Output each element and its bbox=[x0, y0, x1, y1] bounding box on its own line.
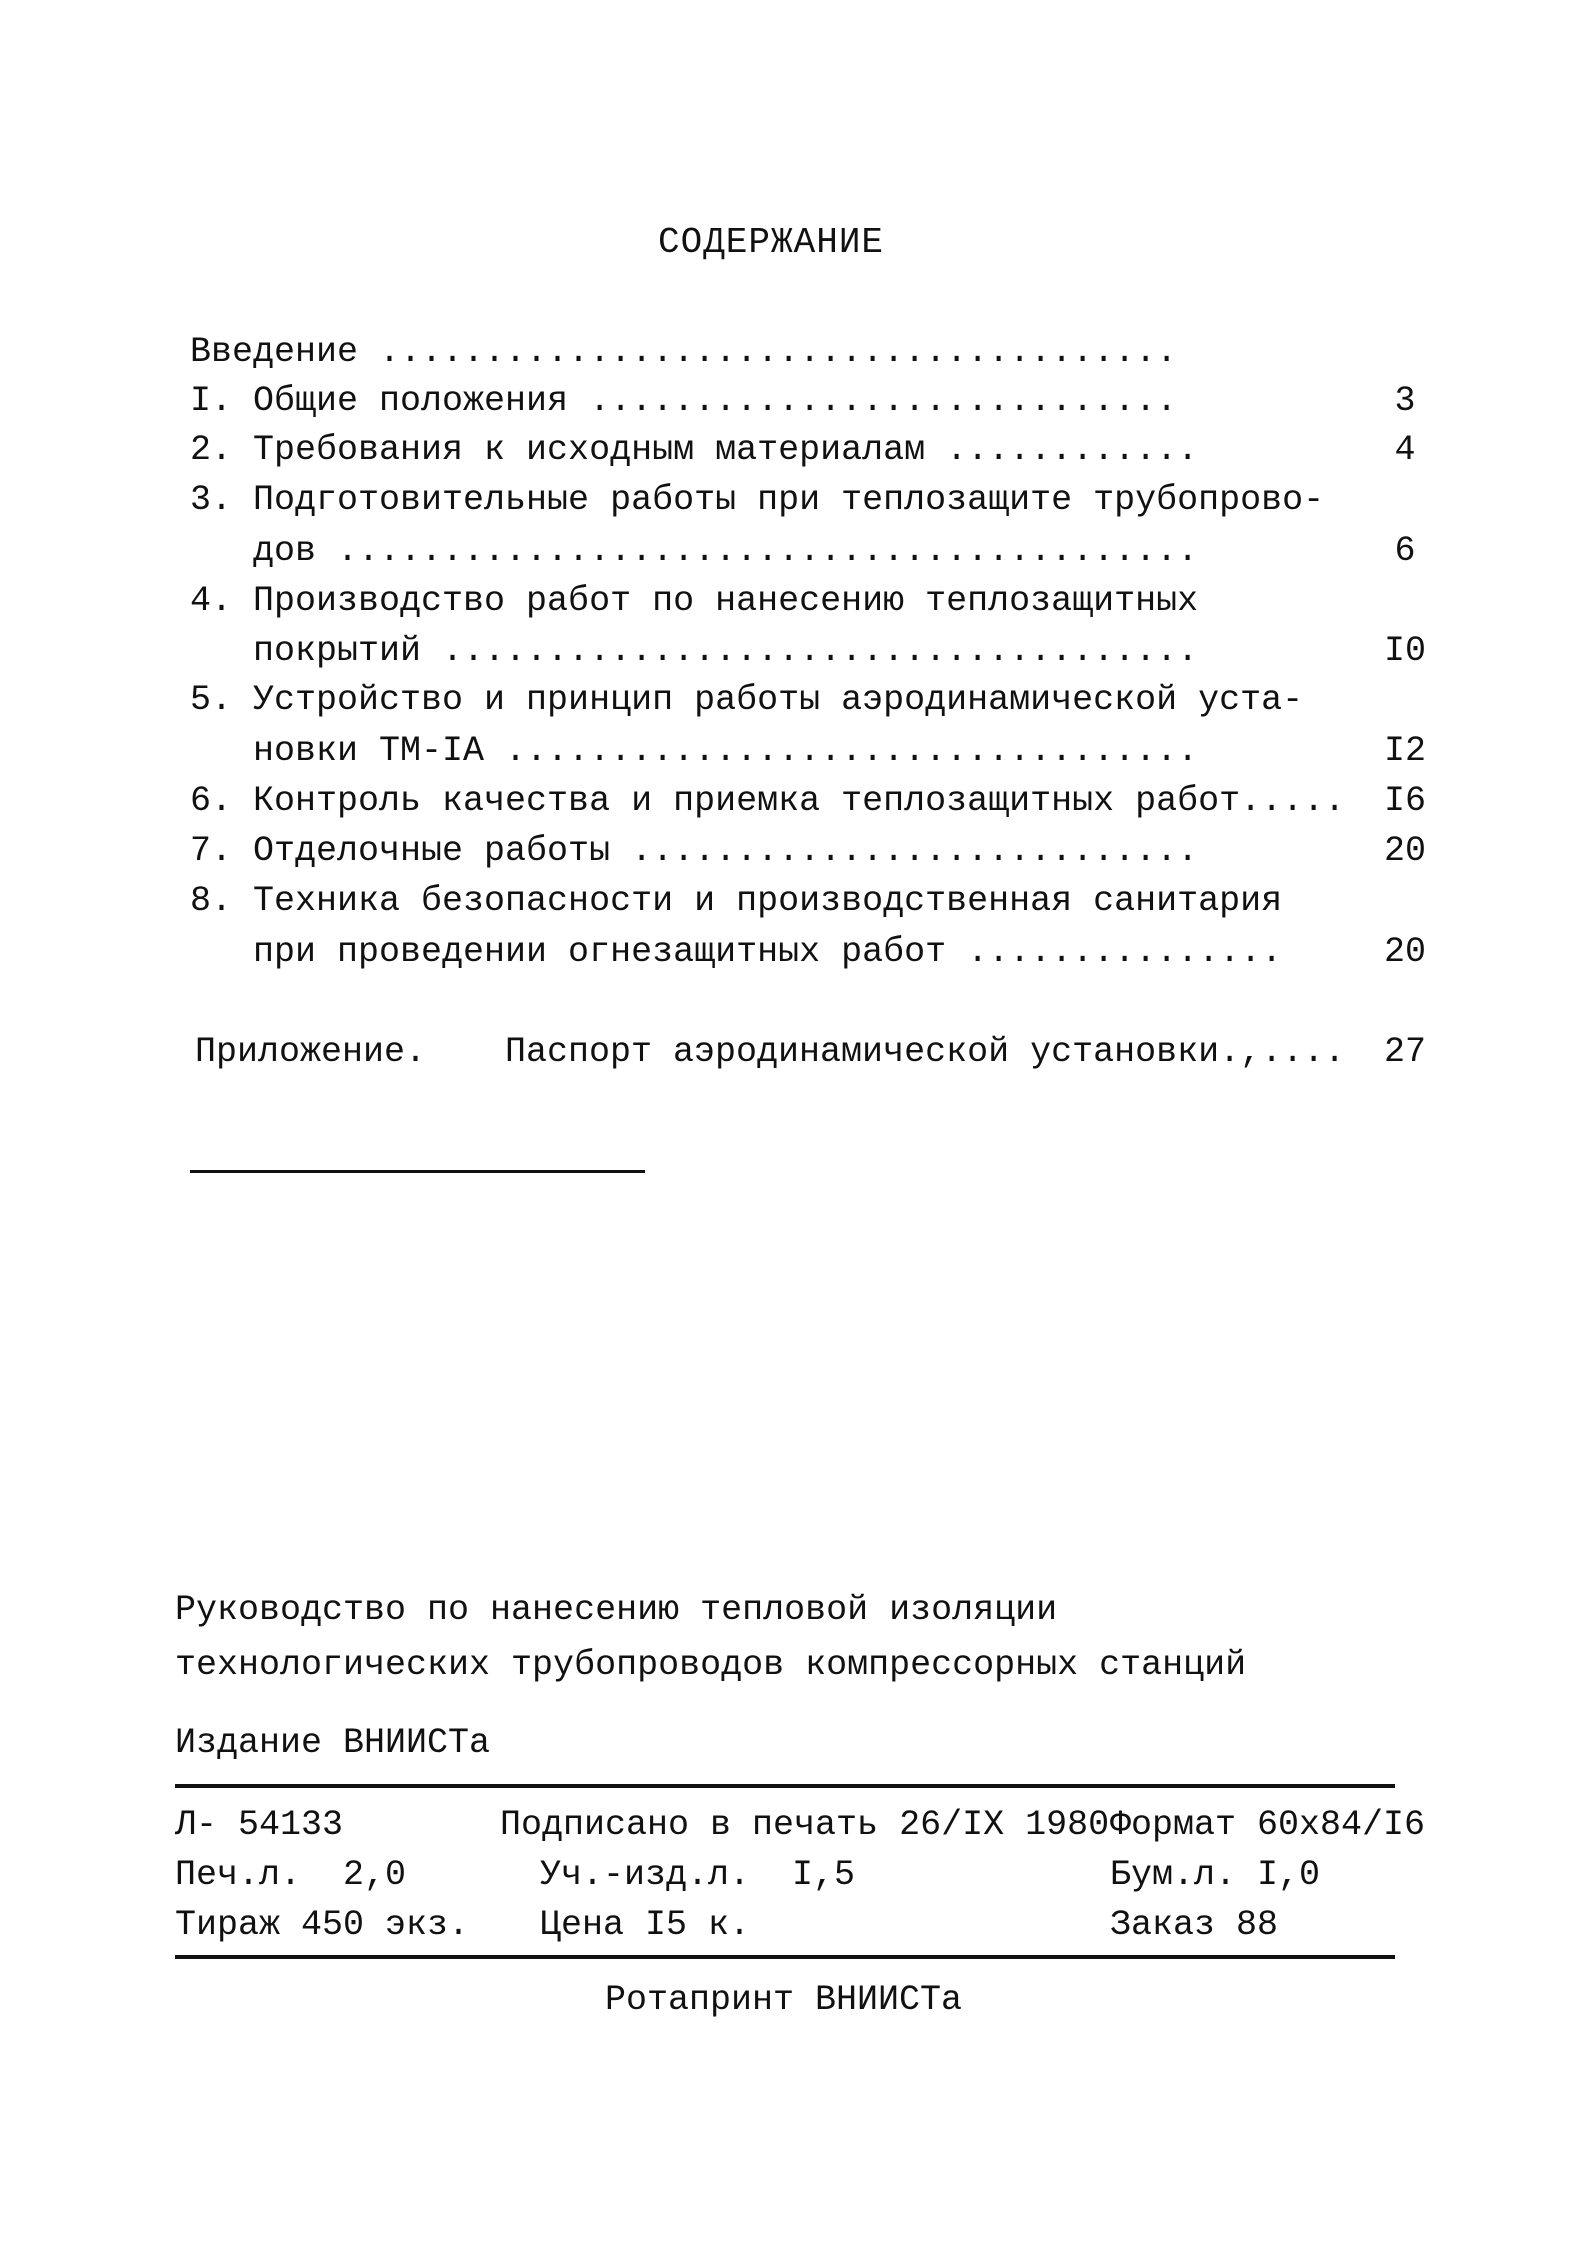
toc-entry-2: 2. Требования к исходным материалам ............ bbox=[190, 430, 1199, 470]
imprint-top-rule bbox=[175, 1784, 1395, 1788]
appendix-label: Приложение. bbox=[195, 1032, 427, 1072]
toc-entry-4: 4. Производство работ по нанесению теплозащитных bbox=[190, 581, 1199, 621]
appendix-page: 27 bbox=[1383, 1032, 1426, 1072]
publisher-line: Издание ВНИИСТа bbox=[175, 1723, 491, 1763]
toc-entry-3-cont: дов ......................................... bbox=[190, 531, 1199, 571]
separator-short bbox=[190, 1170, 645, 1173]
printer-line: Ротапринт ВНИИСТа bbox=[605, 1980, 963, 2020]
toc-entry-introduction: Введение ...................................... bbox=[190, 332, 1178, 372]
imprint-bottom-rule bbox=[175, 1955, 1395, 1959]
toc-page-6: I6 bbox=[1383, 781, 1426, 821]
toc-page-3: 6 bbox=[1394, 531, 1416, 571]
toc-entry-6: 6. Контроль качества и приемка теплозащитных работ..... bbox=[190, 781, 1346, 821]
toc-entry-8: 8. Техника безопасности и производственная санитария bbox=[190, 881, 1283, 921]
toc-page-4: I0 bbox=[1383, 631, 1426, 671]
imprint-signed: Подписано в печать 26/IX 1980 bbox=[500, 1805, 1110, 1845]
imprint-print-sheets: Печ.л. 2,0 bbox=[175, 1855, 407, 1895]
toc-entry-3: 3. Подготовительные работы при теплозащите трубопрово- bbox=[190, 480, 1325, 520]
toc-entry-5-cont: новки ТМ-IA ................................. bbox=[190, 731, 1199, 771]
toc-page-2: 4 bbox=[1394, 430, 1416, 470]
toc-entry-7: 7. Отделочные работы ........................... bbox=[190, 831, 1199, 871]
toc-entry-8-cont: при проведении огнезащитных работ ............... bbox=[190, 932, 1283, 972]
imprint-edit-sheets: Уч.-изд.л. I,5 bbox=[540, 1855, 856, 1895]
toc-page-1: 3 bbox=[1394, 381, 1416, 421]
imprint-price: Цена I5 к. bbox=[540, 1905, 751, 1945]
imprint-number: Л- 54133 bbox=[175, 1805, 344, 1845]
toc-entry-5: 5. Устройство и принцип работы аэродинамической уста- bbox=[190, 680, 1304, 720]
book-title-line-2: технологических трубопроводов компрессорных станций bbox=[175, 1645, 1247, 1685]
toc-entry-4-cont: покрытий .................................... bbox=[190, 631, 1199, 671]
book-title-line-1: Руководство по нанесению тепловой изоляции bbox=[175, 1590, 1058, 1630]
page-title: СОДЕРЖАНИЕ bbox=[658, 222, 885, 263]
imprint-paper-sheets: Бум.л. I,0 bbox=[1110, 1855, 1321, 1895]
imprint-format: Формат 60x84/I6 bbox=[1110, 1805, 1426, 1845]
appendix-text: Паспорт аэродинамической установки.,.... bbox=[505, 1032, 1346, 1072]
toc-entry-1: I. Общие положения ............................ bbox=[190, 381, 1178, 421]
toc-page-7: 20 bbox=[1383, 831, 1426, 871]
imprint-order: Заказ 88 bbox=[1110, 1905, 1279, 1945]
toc-page-8: 20 bbox=[1383, 932, 1426, 972]
toc-page-5: I2 bbox=[1383, 731, 1426, 771]
imprint-circulation: Тираж 450 экз. bbox=[175, 1905, 470, 1945]
